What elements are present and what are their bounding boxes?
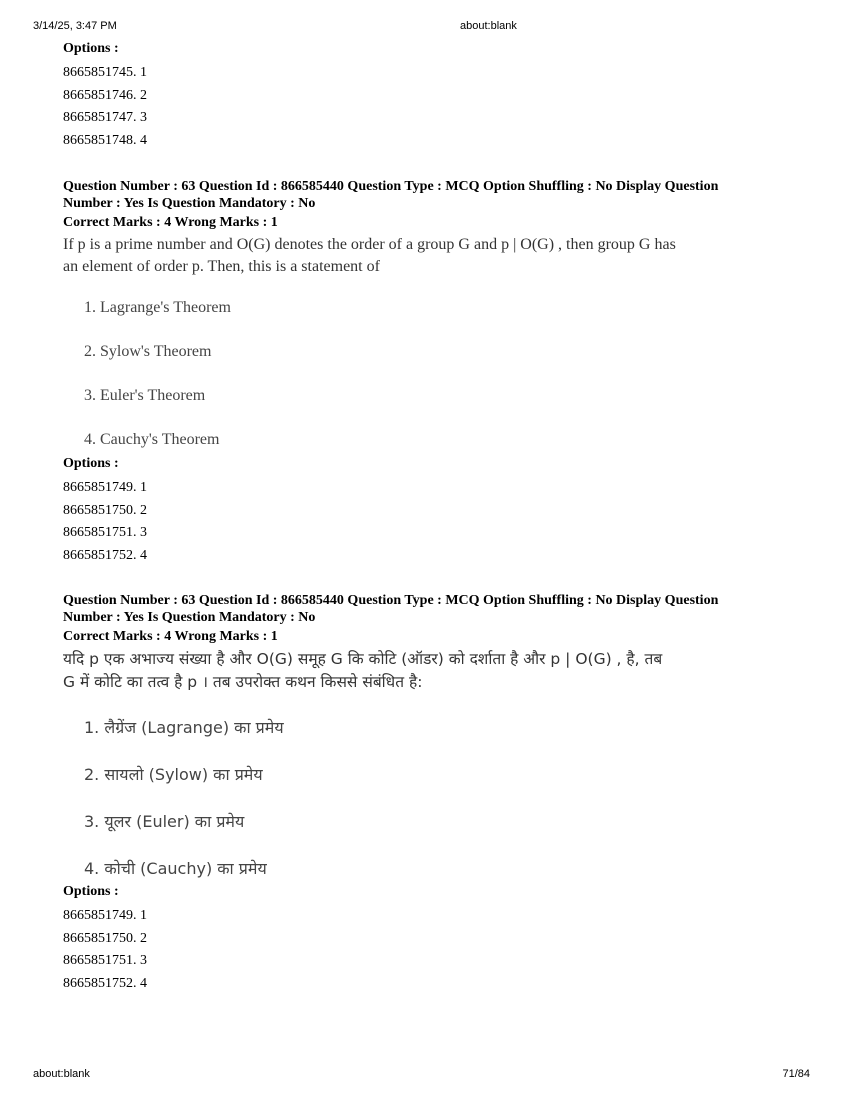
choice-item: 3. Euler's Theorem (84, 387, 206, 404)
option-row: 8665851749. 1 (63, 908, 147, 923)
question-block-english (63, 178, 813, 567)
print-url: about:blank (460, 20, 517, 32)
option-row: 8665851751. 3 (63, 953, 147, 968)
option-row: 8665851752. 4 (63, 547, 147, 563)
question-text (63, 648, 813, 694)
question-choices (63, 716, 813, 881)
option-row: 8665851750. 2 (63, 502, 147, 518)
option-row: 8665851747. 3 (63, 110, 147, 125)
option-row: 8665851748. 4 (63, 132, 147, 148)
option-row: 8665851750. 2 (63, 930, 147, 946)
choice-item: 2. Sylow's Theorem (84, 343, 212, 360)
options-block-previous (63, 40, 813, 152)
print-header (0, 20, 850, 36)
choice-item: 3. यूलर (Euler) का प्रमेय (84, 812, 245, 831)
question-meta-line2: Number : Yes Is Question Mandatory : No (63, 610, 316, 625)
question-text-line2: an element of order p. Then, this is a statement of (63, 258, 380, 275)
option-row: 8665851745. 1 (63, 65, 147, 80)
print-datetime: 3/14/25, 3:47 PM (33, 20, 117, 32)
print-footer (0, 1068, 850, 1084)
question-text-line1: यदि p एक अभाज्य संख्या है और O(G) समूह G कि कोटि (ऑडर) को दर्शाता है और p | O(G) , है, तब (63, 650, 663, 668)
options-title: Options : (63, 884, 119, 899)
question-marks: Correct Marks : 4 Wrong Marks : 1 (63, 629, 278, 644)
question-marks: Correct Marks : 4 Wrong Marks : 1 (63, 215, 278, 230)
option-row: 8665851751. 3 (63, 525, 147, 540)
option-row: 8665851749. 1 (63, 480, 147, 495)
page-content (63, 40, 813, 995)
options-title: Options : (63, 41, 119, 56)
options-title: Options : (63, 456, 119, 471)
question-choices (63, 299, 813, 453)
option-row: 8665851746. 2 (63, 87, 147, 103)
question-meta-line1: Question Number : 63 Question Id : 866585440 Question Type : MCQ Option Shuffling : No Display Question (63, 179, 719, 194)
choice-item: 1. लैग्रेंज (Lagrange) का प्रमेय (84, 718, 284, 737)
footer-url: about:blank (33, 1068, 90, 1080)
choice-item: 2. सायलो (Sylow) का प्रमेय (84, 765, 263, 784)
choice-item: 4. Cauchy's Theorem (84, 431, 220, 448)
question-text (63, 234, 813, 278)
question-text-line1: If p is a prime number and O(G) denotes the order of a group G and p | O(G) , then group G has (63, 236, 676, 253)
choice-item: 4. कोची (Cauchy) का प्रमेय (84, 859, 267, 878)
option-row: 8665851752. 4 (63, 975, 147, 991)
page-number: 71/84 (782, 1068, 810, 1080)
question-meta-line1: Question Number : 63 Question Id : 866585440 Question Type : MCQ Option Shuffling : No Display Question (63, 593, 719, 608)
question-block-hindi (63, 592, 813, 995)
choice-item: 1. Lagrange's Theorem (84, 299, 231, 316)
question-text-line2: G में कोटि का तत्व है p । तब उपरोक्त कथन किससे संबंधित है: (63, 673, 423, 691)
question-meta-line2: Number : Yes Is Question Mandatory : No (63, 196, 316, 211)
